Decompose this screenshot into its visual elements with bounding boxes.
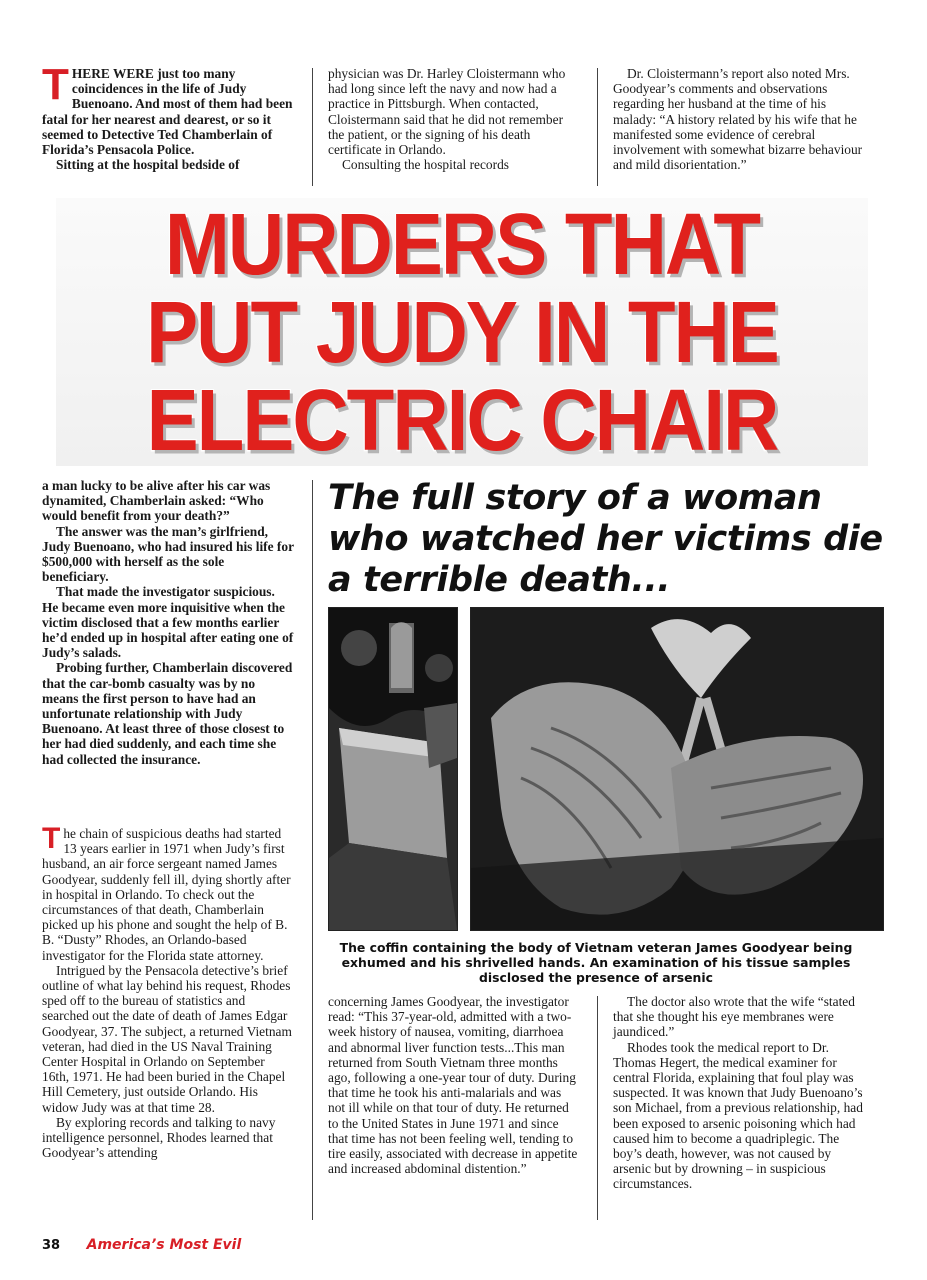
paragraph: Intrigued by the Pensacola detective’s brief outline of what lay behind his request, Rhodes sped off to the bureau of statistics and searched out the date of death of James Edgar Goodyear, 37. The subject, a returned Vietnam veteran, had died in the US Naval Training Center Hospital in Orlando on September 16th, 1971. He had been buried in the Chapel Hill Cemetery, just outside Orlando. His widow Judy was at that time 28. — [42, 962, 292, 1115]
drop-cap: T — [42, 60, 69, 109]
bottom-column-2 — [328, 994, 580, 1176]
hands-image — [471, 608, 883, 930]
paragraph: a man lucky to be alive after his car was dynamited, Chamberlain asked: “Who would benefit from your death?” — [42, 478, 271, 524]
column-divider — [597, 68, 598, 186]
top-column-1 — [42, 60, 294, 173]
column-divider — [312, 480, 313, 1220]
bottom-column-3 — [613, 994, 865, 1192]
headline-line-3: ELECTRIC CHAIR — [146, 370, 778, 470]
headline — [56, 194, 868, 470]
headline-line-1: MURDERS THAT — [164, 194, 760, 294]
column-divider — [597, 996, 598, 1220]
page-number: 38 — [42, 1238, 61, 1253]
paragraph: Sitting at the hospital bedside of — [56, 157, 240, 173]
paragraph: Probing further, Chamberlain discovered that the car-bomb casualty was by no means the first person to have had an unfortunate relationship with Judy Buenoano. At least three of those closest to her had died suddenly, and each time she had collected the insurance. — [42, 660, 293, 767]
subheadline: The full story of a woman who watched her victims die a terrible death... — [328, 478, 883, 600]
left-column-body — [42, 822, 294, 1161]
column-divider — [312, 68, 313, 186]
paragraph: Consulting the hospital records — [342, 157, 509, 173]
paragraph: The answer was the man’s girlfriend, Judy Buenoano, who had insured his life for $500,000 with herself as the sole beneficiary. — [42, 523, 294, 585]
coffin-image — [329, 608, 457, 930]
paragraph: he chain of suspicious deaths had started 13 years earlier in 1971 when Judy’s first husband, an air force sergeant named James Goodyear, suddenly fell ill, dying shortly after in hospital in Orlando. To check out the circumstances of that death, Chamberlain picked up his phone and sought the help of B. B. “Dusty” Rhodes, an Orlando-based investigator for the Florida state attorney. — [42, 826, 291, 963]
paragraph: physician was Dr. Harley Cloistermann who had long since left the navy and now had a practice in Pittsburgh. When contacted, Cloistermann said that he did not remember the patient, or the signing of his death certificate in Orlando. — [328, 66, 566, 158]
publication-title: America’s Most Evil — [86, 1237, 242, 1253]
intro-paragraph: HERE WERE just too many coincidences in the life of Judy Buenoano. And most of them had been fatal for her nearest and dearest, or so it seemed to Detective Ted Chamberlain of Florida’s Pensacola Police. — [42, 66, 293, 158]
hands-photo — [470, 607, 884, 931]
drop-cap: T — [42, 822, 61, 855]
paragraph: concerning James Goodyear, the investigator read: “This 37-year-old, admitted with a two-week history of nausea, vomiting, diarrhoea and abnormal liver function tests...This man returned from South Vietnam three months ago, following a one-year tour of duty. During that time he took his anti-malarials and was not ill while on that tour of duty. He returned to the United States in June 1971 and since that time has not been feeling well, tending to tire easily, associated with decrease in appetite and increased abdominal distention.” — [328, 994, 578, 1177]
left-column-bold — [42, 478, 294, 767]
paragraph: Rhodes took the medical report to Dr. Thomas Hegert, the medical examiner for central Florida, explaining that foul play was suspected. It was known that Judy Buenoano’s son Michael, from a previous relationship, had been exposed to arsenic poisoning which had caused him to become a quadriplegic. The boy’s death, however, was not caused by arsenic but by drowning – in suspicious circumstances. — [613, 1039, 863, 1192]
coffin-photo — [328, 607, 458, 931]
paragraph: That made the investigator suspicious. He became even more inquisitive when the victim disclosed that a few months earlier he’d ended up in hospital after eating one of Judy’s salads. — [42, 584, 294, 661]
page-footer — [42, 1237, 241, 1253]
paragraph: By exploring records and talking to navy intelligence personnel, Rhodes learned that Goodyear’s attending — [42, 1114, 276, 1161]
top-column-2 — [328, 66, 580, 172]
photo-caption: The coffin containing the body of Vietnam veteran James Goodyear being exhumed and his shrivelled hands. An examination of his tissue samples disclosed the presence of arsenic — [339, 940, 853, 985]
top-column-3 — [613, 66, 865, 172]
headline-line-2: PUT JUDY IN THE — [146, 282, 778, 382]
paragraph: Dr. Cloistermann’s report also noted Mrs. Goodyear’s comments and observations regarding her husband at the time of his malady: “A history related by his wife that he manifested some evidence of cerebral involvement with somewhat bizarre behaviour and mild disorientation.” — [613, 66, 863, 173]
paragraph: The doctor also wrote that the wife “stated that she thought his eye membranes were jaundiced.” — [613, 994, 855, 1040]
